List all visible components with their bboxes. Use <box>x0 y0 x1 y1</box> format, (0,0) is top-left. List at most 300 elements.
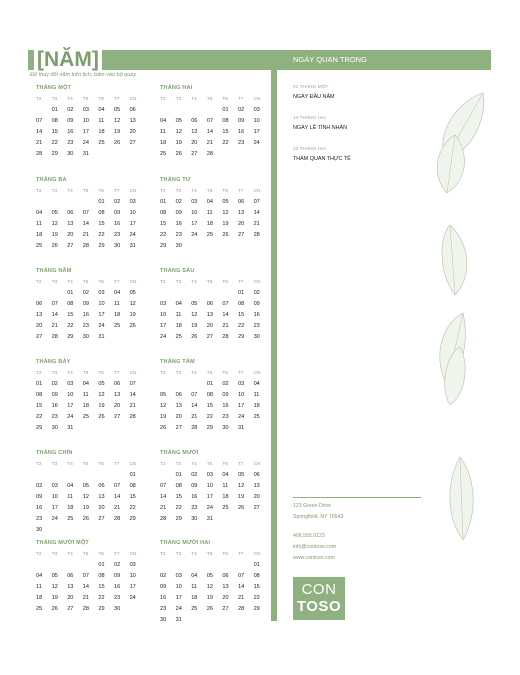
empty-cell <box>160 288 176 299</box>
day-cell: 21 <box>82 232 90 238</box>
weekday-header: T5 <box>82 462 89 467</box>
day-cell: 22 <box>175 505 182 511</box>
day-cell: 09 <box>191 483 198 489</box>
day-cell: 24 <box>206 505 214 511</box>
day-cell: 02 <box>82 290 90 296</box>
day-cell: 18 <box>36 232 43 238</box>
day-cell: 02 <box>175 199 182 205</box>
empty-cell <box>191 288 207 299</box>
day-cell: 05 <box>160 392 167 398</box>
day-cell: 22 <box>160 232 167 238</box>
day-cell: 12 <box>113 118 121 124</box>
weekday-header: T7 <box>237 97 244 102</box>
weekday-header: T7 <box>237 371 244 376</box>
day-cell: 13 <box>129 118 136 124</box>
day-cell: 16 <box>191 494 198 500</box>
day-cell: 06 <box>237 199 245 205</box>
day-cell: 17 <box>51 505 58 511</box>
day-cell: 06 <box>36 301 43 307</box>
day-cell: 03 <box>67 381 74 387</box>
day-cell: 06 <box>113 381 121 387</box>
day-cell: 16 <box>36 505 43 511</box>
day-cell: 10 <box>253 118 260 124</box>
day-cell: 07 <box>36 118 43 124</box>
day-cell: 19 <box>129 312 136 318</box>
day-cell: 17 <box>191 221 198 227</box>
day-cell: 08 <box>67 301 74 307</box>
day-cell: 24 <box>129 595 136 601</box>
empty-cell <box>191 105 207 116</box>
day-cell: 01 <box>129 472 136 478</box>
day-cell: 25 <box>67 516 74 522</box>
day-cell: 03 <box>129 562 136 568</box>
day-cell: 10 <box>82 118 90 124</box>
day-cell: 30 <box>67 151 74 157</box>
day-cell: 03 <box>191 199 198 205</box>
day-cell: 14 <box>191 403 198 409</box>
event-name: NGÀY ĐẦU NĂM <box>293 94 335 100</box>
weekday-header: T2 <box>160 552 166 557</box>
weekday-header: T5 <box>206 552 213 557</box>
day-cell: 03 <box>82 107 90 113</box>
day-cell: 28 <box>160 516 167 522</box>
day-cell: 10 <box>129 573 136 579</box>
month-name: THÁNG BẢY <box>36 359 71 365</box>
day-cell: 31 <box>129 243 136 249</box>
day-cell: 02 <box>191 472 198 478</box>
day-cell: 12 <box>82 494 90 500</box>
day-cell: 29 <box>51 151 58 157</box>
day-cell: 04 <box>82 381 90 387</box>
day-cell: 22 <box>67 323 74 329</box>
day-cell: 02 <box>67 107 74 113</box>
day-cell: 06 <box>191 118 198 124</box>
day-cell: 21 <box>51 323 58 329</box>
day-cell: 18 <box>98 129 105 135</box>
day-cell: 21 <box>253 221 260 227</box>
day-cell: 01 <box>160 199 167 205</box>
day-cell: 12 <box>175 129 182 135</box>
day-cell: 01 <box>51 107 58 113</box>
day-cell: 17 <box>206 494 214 500</box>
month-block <box>36 357 148 434</box>
day-cell: 09 <box>237 118 245 124</box>
day-cell: 10 <box>175 584 182 590</box>
weekday-header: T5 <box>206 189 213 194</box>
day-cell: 23 <box>160 606 167 612</box>
day-cell: 14 <box>82 221 90 227</box>
day-cell: 20 <box>175 414 182 420</box>
day-cell: 03 <box>98 290 105 296</box>
weekday-header: T7 <box>113 462 120 467</box>
address-line-2: Springfield, NY 76543 <box>293 514 344 520</box>
weekday-header: T5 <box>82 371 89 376</box>
weekday-header: T7 <box>237 189 244 194</box>
empty-cell <box>67 560 83 571</box>
day-cell: 12 <box>98 392 105 398</box>
day-cell: 29 <box>129 516 136 522</box>
day-cell: 24 <box>98 323 105 329</box>
day-cell: 13 <box>98 494 105 500</box>
day-cell: 01 <box>67 290 74 296</box>
day-cell: 17 <box>160 323 167 329</box>
weekday-header: T6 <box>222 371 228 376</box>
day-cell: 17 <box>175 595 182 601</box>
day-cell: 13 <box>222 584 229 590</box>
day-cell: 12 <box>129 301 136 307</box>
day-cell: 11 <box>82 392 89 398</box>
day-cell: 15 <box>98 221 105 227</box>
event-name: NGÀY LỄ TÌNH NHÂN <box>293 125 348 131</box>
day-cell: 03 <box>206 472 214 478</box>
day-cell: 05 <box>191 301 198 307</box>
day-cell: 11 <box>206 210 213 216</box>
day-cell: 01 <box>98 199 105 205</box>
empty-cell <box>176 288 192 299</box>
day-cell: 19 <box>160 414 167 420</box>
empty-cell <box>83 470 99 481</box>
day-cell: 07 <box>51 301 58 307</box>
weekday-header: T6 <box>98 371 104 376</box>
empty-cell <box>207 288 223 299</box>
day-cell: 18 <box>82 403 90 409</box>
weekday-header: T5 <box>206 97 213 102</box>
weekday-header: T3 <box>175 189 182 194</box>
day-cell: 05 <box>175 118 182 124</box>
day-cell: 11 <box>98 118 105 124</box>
day-cell: 23 <box>175 232 182 238</box>
weekday-header: T4 <box>67 552 73 557</box>
month-block <box>36 83 148 160</box>
day-cell: 09 <box>253 301 260 307</box>
day-cell: 01 <box>222 107 229 113</box>
day-cell: 24 <box>82 140 90 146</box>
weekday-header: T5 <box>82 97 89 102</box>
day-cell: 15 <box>175 494 182 500</box>
weekday-header: T2 <box>36 552 42 557</box>
day-cell: 20 <box>129 129 136 135</box>
month-grid <box>36 459 148 536</box>
month-block <box>36 538 148 615</box>
day-cell: 05 <box>51 573 58 579</box>
day-cell: 28 <box>51 334 58 340</box>
day-cell: 27 <box>113 414 121 420</box>
month-grid <box>36 368 148 434</box>
day-cell: 08 <box>206 392 214 398</box>
day-cell: 24 <box>237 414 245 420</box>
weekday-header: CN <box>253 371 261 376</box>
day-cell: 05 <box>82 483 90 489</box>
day-cell: 10 <box>160 312 167 318</box>
empty-cell <box>52 560 68 571</box>
day-cell: 24 <box>160 334 167 340</box>
email[interactable]: info@contoso.com <box>293 544 337 550</box>
day-cell: 29 <box>67 334 74 340</box>
day-cell: 27 <box>175 425 182 431</box>
day-cell: 08 <box>237 301 245 307</box>
month-name: THÁNG BA <box>36 177 67 183</box>
day-cell: 10 <box>237 392 245 398</box>
weekday-header: T4 <box>191 371 197 376</box>
day-cell: 22 <box>129 505 136 511</box>
empty-cell <box>52 470 68 481</box>
day-cell: 31 <box>237 425 245 431</box>
empty-cell <box>83 560 99 571</box>
day-cell: 24 <box>175 606 182 612</box>
month-block <box>160 266 272 343</box>
day-cell: 29 <box>237 334 245 340</box>
day-cell: 18 <box>175 323 182 329</box>
day-cell: 19 <box>113 129 121 135</box>
day-cell: 01 <box>98 562 105 568</box>
day-cell: 14 <box>160 494 167 500</box>
day-cell: 18 <box>206 221 214 227</box>
day-cell: 22 <box>98 595 105 601</box>
day-cell: 26 <box>51 243 58 249</box>
day-cell: 14 <box>222 312 229 318</box>
day-cell: 23 <box>253 323 260 329</box>
empty-cell <box>52 197 68 208</box>
month-block <box>36 448 148 536</box>
day-cell: 16 <box>113 221 121 227</box>
day-cell: 02 <box>36 483 43 489</box>
day-cell: 22 <box>98 232 105 238</box>
day-cell: 10 <box>51 494 58 500</box>
day-cell: 04 <box>36 210 43 216</box>
weekday-header: T7 <box>237 280 244 285</box>
day-cell: 28 <box>82 243 90 249</box>
day-cell: 26 <box>206 606 214 612</box>
day-cell: 22 <box>222 140 229 146</box>
month-block <box>160 175 272 252</box>
empty-cell <box>207 560 223 571</box>
day-cell: 16 <box>237 129 245 135</box>
month-grid <box>36 549 148 615</box>
day-cell: 12 <box>191 312 198 318</box>
weekday-header: CN <box>129 280 137 285</box>
day-cell: 09 <box>175 210 182 216</box>
day-cell: 30 <box>175 243 182 249</box>
day-cell: 10 <box>98 301 105 307</box>
empty-cell <box>176 105 192 116</box>
day-cell: 02 <box>222 381 229 387</box>
day-cell: 19 <box>51 232 58 238</box>
day-cell: 02 <box>237 107 245 113</box>
day-cell: 02 <box>113 199 121 205</box>
month-name: THÁNG MƯỜI HAI <box>160 540 211 546</box>
weekday-header: T2 <box>160 97 166 102</box>
day-cell: 13 <box>175 403 182 409</box>
empty-cell <box>67 470 83 481</box>
weekday-header: CN <box>129 371 137 376</box>
day-cell: 09 <box>36 494 43 500</box>
day-cell: 12 <box>237 483 245 489</box>
day-cell: 18 <box>113 312 121 318</box>
weekday-header: T7 <box>237 552 244 557</box>
weekday-header: T6 <box>98 462 104 467</box>
day-cell: 08 <box>175 483 182 489</box>
day-cell: 21 <box>129 403 136 409</box>
leaf-decoration <box>425 85 495 555</box>
month-grid <box>36 94 148 160</box>
day-cell: 20 <box>237 221 245 227</box>
weekday-header: T3 <box>175 280 182 285</box>
empty-cell <box>36 560 52 571</box>
day-cell: 22 <box>237 323 245 329</box>
day-cell: 08 <box>253 573 260 579</box>
day-cell: 20 <box>191 140 198 146</box>
weekday-header: CN <box>253 552 261 557</box>
day-cell: 03 <box>253 107 260 113</box>
day-cell: 25 <box>98 140 105 146</box>
weekday-header: T6 <box>98 552 104 557</box>
day-cell: 08 <box>222 118 229 124</box>
day-cell: 07 <box>222 301 229 307</box>
empty-cell <box>191 379 207 390</box>
day-cell: 25 <box>36 243 43 249</box>
weekday-header: T6 <box>222 462 228 467</box>
day-cell: 21 <box>113 505 121 511</box>
day-cell: 22 <box>206 414 214 420</box>
weekday-header: T7 <box>113 97 120 102</box>
day-cell: 05 <box>51 210 58 216</box>
day-cell: 05 <box>222 199 229 205</box>
month-name: THÁNG MƯỜI <box>160 450 199 456</box>
day-cell: 08 <box>51 118 58 124</box>
contact-divider <box>293 497 421 498</box>
day-cell: 16 <box>82 312 90 318</box>
day-cell: 21 <box>206 140 214 146</box>
day-cell: 29 <box>98 606 105 612</box>
month-name: THÁNG CHÍN <box>36 450 73 456</box>
website[interactable]: www.contoso.com <box>293 555 335 561</box>
day-cell: 01 <box>36 381 43 387</box>
day-cell: 29 <box>36 425 43 431</box>
day-cell: 08 <box>160 210 167 216</box>
day-cell: 10 <box>67 392 74 398</box>
day-cell: 09 <box>113 573 121 579</box>
day-cell: 18 <box>222 494 229 500</box>
day-cell: 22 <box>51 140 58 146</box>
day-cell: 23 <box>67 140 74 146</box>
day-cell: 05 <box>129 290 136 296</box>
day-cell: 03 <box>160 301 167 307</box>
day-cell: 10 <box>191 210 198 216</box>
month-grid <box>160 277 272 343</box>
day-cell: 27 <box>222 606 229 612</box>
day-cell: 20 <box>98 505 105 511</box>
weekday-header: T2 <box>160 280 166 285</box>
day-cell: 08 <box>129 483 136 489</box>
day-cell: 02 <box>51 381 58 387</box>
empty-cell <box>207 105 223 116</box>
day-cell: 15 <box>51 129 58 135</box>
day-cell: 02 <box>113 562 121 568</box>
day-cell: 17 <box>253 129 260 135</box>
day-cell: 07 <box>113 483 121 489</box>
day-cell: 25 <box>222 505 229 511</box>
day-cell: 13 <box>206 312 214 318</box>
day-cell: 09 <box>82 301 90 307</box>
weekday-header: T2 <box>36 189 42 194</box>
day-cell: 30 <box>113 243 121 249</box>
day-cell: 07 <box>253 199 260 205</box>
day-cell: 13 <box>113 392 121 398</box>
day-cell: 19 <box>222 221 229 227</box>
empty-cell <box>160 105 176 116</box>
day-cell: 23 <box>222 414 229 420</box>
day-cell: 13 <box>67 221 74 227</box>
day-cell: 28 <box>36 151 43 157</box>
day-cell: 26 <box>191 334 198 340</box>
day-cell: 20 <box>253 494 260 500</box>
day-cell: 04 <box>98 107 105 113</box>
weekday-header: T4 <box>67 462 73 467</box>
day-cell: 04 <box>222 472 229 478</box>
day-cell: 26 <box>222 232 229 238</box>
day-cell: 27 <box>253 505 260 511</box>
weekday-header: T5 <box>82 189 89 194</box>
day-cell: 25 <box>191 606 198 612</box>
day-cell: 24 <box>253 140 260 146</box>
month-grid <box>36 186 148 252</box>
day-cell: 21 <box>36 140 43 146</box>
weekday-header: CN <box>129 189 137 194</box>
empty-cell <box>160 470 176 481</box>
year-title[interactable]: [NĂM] <box>34 47 102 73</box>
weekday-header: CN <box>129 462 137 467</box>
day-cell: 05 <box>206 573 214 579</box>
important-dates-title: NGÀY QUAN TRỌNG <box>293 55 367 64</box>
day-cell: 12 <box>206 584 214 590</box>
weekday-header: T4 <box>191 462 197 467</box>
day-cell: 30 <box>160 617 167 623</box>
weekday-header: T6 <box>98 189 104 194</box>
day-cell: 13 <box>67 584 74 590</box>
day-cell: 16 <box>160 595 167 601</box>
day-cell: 15 <box>206 403 214 409</box>
day-cell: 04 <box>113 290 121 296</box>
day-cell: 06 <box>253 472 260 478</box>
day-cell: 06 <box>98 483 105 489</box>
event-date: 14 THÁNG HAI <box>293 116 326 121</box>
weekday-header: T3 <box>175 371 182 376</box>
day-cell: 09 <box>222 392 229 398</box>
weekday-header: CN <box>253 280 261 285</box>
day-cell: 30 <box>51 425 58 431</box>
event-date: 01 THÁNG MỘT <box>293 85 329 90</box>
day-cell: 27 <box>129 140 136 146</box>
empty-cell <box>222 288 238 299</box>
day-cell: 14 <box>82 584 90 590</box>
empty-cell <box>191 560 207 571</box>
month-name: THÁNG TƯ <box>160 177 191 183</box>
weekday-header: CN <box>253 97 261 102</box>
empty-cell <box>36 288 52 299</box>
day-cell: 23 <box>51 414 58 420</box>
address-line-1: 123 Green Drive <box>293 503 332 509</box>
day-cell: 24 <box>67 414 74 420</box>
day-cell: 18 <box>67 505 74 511</box>
day-cell: 01 <box>253 562 260 568</box>
day-cell: 11 <box>36 221 42 227</box>
day-cell: 07 <box>129 381 136 387</box>
day-cell: 31 <box>175 617 182 623</box>
event-1 <box>293 85 335 100</box>
day-cell: 19 <box>51 595 58 601</box>
day-cell: 17 <box>129 584 136 590</box>
weekday-header: T4 <box>191 97 197 102</box>
